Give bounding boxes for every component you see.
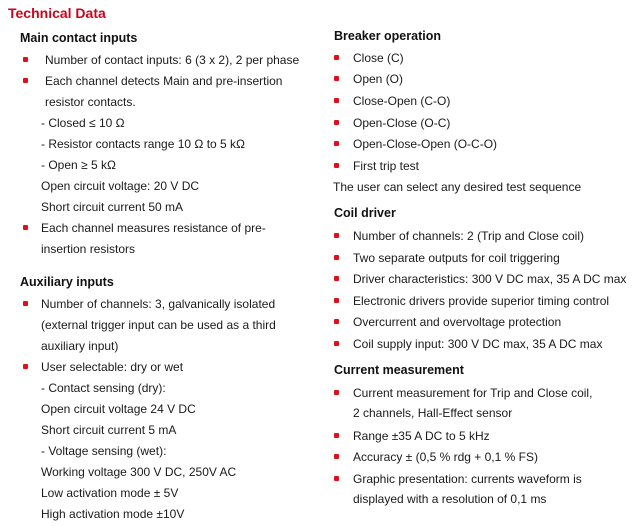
bullet-icon (334, 298, 339, 303)
bullet-icon (334, 276, 339, 281)
main-contact-bullet-3-line-1: Each channel measures resistance of pre- (41, 221, 266, 235)
main-contact-bullet-3-line-2: insertion resistors (41, 242, 136, 256)
breaker-item: Open (O) (353, 72, 404, 86)
main-contact-bullet-1: Number of contact inputs: 6 (3 x 2), 2 per phase (45, 53, 300, 67)
current-bullet-1-line-2: 2 channels, Hall-Effect sensor (353, 406, 513, 420)
breaker-item: Close (C) (353, 51, 404, 65)
breaker-note: The user can select any desired test sequence (333, 180, 582, 194)
bullet-icon (334, 98, 339, 103)
current-bullet-3: Accuracy ± (0,5 % rdg + 0,1 % FS) (353, 450, 538, 464)
current-bullet-4-line-1: Graphic presentation: currents waveform is (353, 472, 582, 486)
breaker-item: Open-Close-Open (O-C-O) (353, 137, 498, 151)
bullet-icon (334, 120, 339, 125)
auxiliary-line-7: High activation mode ±10V (41, 507, 185, 521)
auxiliary-line-3: Short circuit current 5 mA (41, 423, 177, 437)
coil-item: Electronic drivers provide superior timing control (353, 294, 610, 308)
bullet-icon (334, 55, 339, 60)
bullet-icon (334, 454, 339, 459)
coil-item: Number of channels: 2 (Trip and Close coil) (353, 229, 584, 243)
coil-item: Overcurrent and overvoltage protection (353, 315, 562, 329)
bullet-icon (334, 141, 339, 146)
bullet-icon (23, 57, 28, 62)
auxiliary-line-1: - Contact sensing (dry): (41, 381, 166, 395)
auxiliary-bullet-1-line-2: (external trigger input can be used as a third (41, 318, 276, 332)
coil-heading: Coil driver (334, 206, 396, 220)
bullet-icon (334, 433, 339, 438)
bullet-icon (334, 390, 339, 395)
bullet-icon (334, 76, 339, 81)
current-bullet-1-line-1: Current measurement for Trip and Close coil, (353, 386, 593, 400)
auxiliary-bullet-2: User selectable: dry or wet (41, 360, 184, 374)
coil-item: Coil supply input: 300 V DC max, 35 A DC max (353, 337, 603, 351)
main-contact-heading: Main contact inputs (20, 31, 138, 45)
main-contact-sub-2: - Resistor contacts range 10 Ω to 5 kΩ (41, 137, 246, 151)
main-contact-bullet-2-line-1: Each channel detects Main and pre-insertion (45, 74, 283, 88)
breaker-item: Open-Close (O-C) (353, 116, 451, 130)
main-contact-bullet-2-line-2: resistor contacts. (45, 95, 136, 109)
bullet-icon (23, 225, 28, 230)
bullet-icon (334, 341, 339, 346)
breaker-heading: Breaker operation (334, 29, 441, 43)
auxiliary-bullet-1-line-3: auxiliary input) (41, 339, 119, 353)
breaker-item: Close-Open (C-O) (353, 94, 451, 108)
auxiliary-line-5: Working voltage 300 V DC, 250V AC (41, 465, 237, 479)
auxiliary-line-6: Low activation mode ± 5V (41, 486, 179, 500)
bullet-icon (334, 163, 339, 168)
coil-item: Two separate outputs for coil triggering (353, 251, 560, 265)
current-bullet-4-line-2: displayed with a resolution of 0,1 ms (353, 492, 547, 506)
main-contact-sub-3: - Open ≥ 5 kΩ (41, 158, 116, 172)
current-bullet-2: Range ±35 A DC to 5 kHz (353, 429, 490, 443)
coil-item: Driver characteristics: 300 V DC max, 35 A DC max (353, 272, 627, 286)
auxiliary-bullet-1-line-1: Number of channels: 3, galvanically isolated (41, 297, 276, 311)
page-title: Technical Data (8, 5, 106, 21)
current-heading: Current measurement (334, 363, 464, 377)
main-contact-scc: Short circuit current 50 mA (41, 200, 184, 214)
bullet-icon (23, 78, 28, 83)
bullet-icon (334, 476, 339, 481)
main-contact-ocv: Open circuit voltage: 20 V DC (41, 179, 200, 193)
bullet-icon (23, 301, 28, 306)
bullet-icon (334, 255, 339, 260)
auxiliary-line-2: Open circuit voltage 24 V DC (41, 402, 196, 416)
bullet-icon (334, 233, 339, 238)
bullet-icon (334, 319, 339, 324)
auxiliary-heading: Auxiliary inputs (20, 275, 114, 289)
breaker-item: First trip test (353, 159, 420, 173)
auxiliary-line-4: - Voltage sensing (wet): (41, 444, 167, 458)
main-contact-sub-1: - Closed ≤ 10 Ω (41, 116, 125, 130)
bullet-icon (23, 364, 28, 369)
